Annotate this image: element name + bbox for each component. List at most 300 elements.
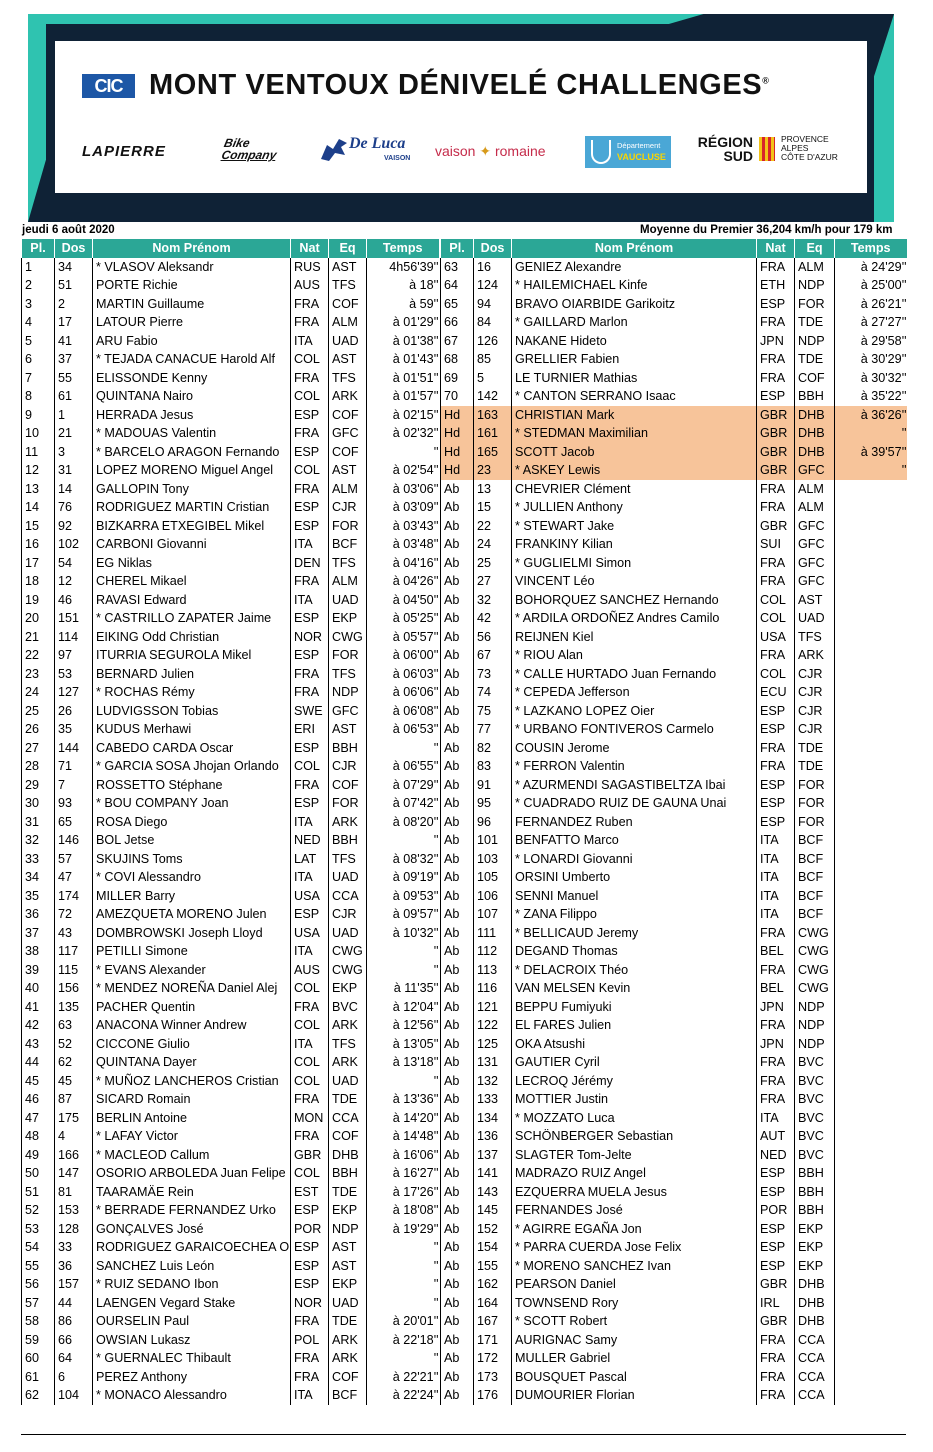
cell-bib: 126	[474, 332, 512, 351]
cell-nationality: FRA	[757, 1053, 795, 1072]
cell-bib: 173	[474, 1368, 512, 1387]
vaucluse-v-icon	[591, 140, 611, 164]
cic-logo	[82, 74, 135, 98]
cell-time: à 30'32''	[835, 369, 907, 388]
cell-bib: 133	[474, 1090, 512, 1109]
cell-bib: 116	[474, 979, 512, 998]
cell-team: BBH	[795, 1201, 835, 1220]
cell-place: 62	[22, 1386, 55, 1405]
cell-place: 56	[22, 1275, 55, 1294]
table-row	[22, 276, 439, 295]
cell-nationality: FRA	[757, 1090, 795, 1109]
table-row	[441, 813, 907, 832]
cell-time	[835, 480, 907, 499]
cell-place: Ab	[441, 498, 474, 517]
cell-place: Hd	[441, 406, 474, 425]
cell-team: TFS	[329, 554, 367, 573]
cell-place: 44	[22, 1053, 55, 1072]
cell-rider-name: * MORENO SANCHEZ Ivan	[512, 1257, 757, 1276]
cell-rider-name: EL FARES Julien	[512, 1016, 757, 1035]
cell-team: EKP	[795, 1238, 835, 1257]
cell-nationality: COL	[291, 461, 329, 480]
cell-rider-name: LAENGEN Vegard Stake	[93, 1294, 291, 1313]
deluca-sub-text: VAISON	[384, 155, 411, 162]
cell-nationality: ITA	[291, 942, 329, 961]
cell-rider-name: * CASTRILLO ZAPATER Jaime	[93, 609, 291, 628]
table-row	[22, 1386, 439, 1405]
cell-nationality: ESP	[291, 609, 329, 628]
cell-rider-name: COUSIN Jerome	[512, 739, 757, 758]
cell-team: DHB	[329, 1146, 367, 1165]
cell-team: NDP	[795, 332, 835, 351]
cell-time: à 39'57''	[835, 443, 907, 462]
cell-rider-name: * GAILLARD Marlon	[512, 313, 757, 332]
cell-place: 29	[22, 776, 55, 795]
cell-time: à 30'29''	[835, 350, 907, 369]
cell-time	[835, 961, 907, 980]
table-row	[441, 1331, 907, 1350]
cell-place: Ab	[441, 1349, 474, 1368]
cell-place: 64	[441, 276, 474, 295]
cell-bib: 17	[55, 313, 93, 332]
table-row	[22, 720, 439, 739]
cell-bib: 24	[474, 535, 512, 554]
cell-rider-name: * URBANO FONTIVEROS Carmelo	[512, 720, 757, 739]
table-row	[441, 1127, 907, 1146]
cell-place: Ab	[441, 1109, 474, 1128]
cell-place: 42	[22, 1016, 55, 1035]
cell-nationality: ESP	[291, 1257, 329, 1276]
cell-team: EKP	[329, 1275, 367, 1294]
table-row	[22, 905, 439, 924]
table-row	[441, 1312, 907, 1331]
cell-bib: 125	[474, 1035, 512, 1054]
cell-bib: 6	[55, 1368, 93, 1387]
cell-team: COF	[795, 369, 835, 388]
cell-nationality: ESP	[757, 1220, 795, 1239]
table-row	[22, 702, 439, 721]
cell-nationality: COL	[757, 609, 795, 628]
cell-rider-name: MULLER Gabriel	[512, 1349, 757, 1368]
table-row	[441, 258, 907, 277]
cell-rider-name: * MUÑOZ LANCHEROS Cristian	[93, 1072, 291, 1091]
cell-nationality: ESP	[757, 702, 795, 721]
cell-rider-name: RODRIGUEZ GARAICOECHEA O	[93, 1238, 291, 1257]
cell-bib: 161	[474, 424, 512, 443]
cell-nationality: ESP	[757, 1164, 795, 1183]
banner-teal-stripe-left	[28, 14, 46, 222]
table-row	[441, 554, 907, 573]
cell-time	[835, 609, 907, 628]
cell-team: FOR	[795, 813, 835, 832]
column-header-rider-name: Nom Prénom	[512, 239, 757, 258]
event-title	[149, 69, 769, 102]
cell-team: TFS	[329, 369, 367, 388]
table-row	[441, 831, 907, 850]
cell-place: Ab	[441, 739, 474, 758]
romaine-text: romaine	[494, 143, 546, 159]
cell-rider-name: LOPEZ MORENO Miguel Angel	[93, 461, 291, 480]
cell-rider-name: * MADOUAS Valentin	[93, 424, 291, 443]
cell-bib: 87	[55, 1090, 93, 1109]
cell-bib: 147	[55, 1164, 93, 1183]
cell-rider-name: * GUERNALEC Thibault	[93, 1349, 291, 1368]
table-row	[441, 1201, 907, 1220]
cell-time: à 04'26''	[367, 572, 439, 591]
cell-rider-name: * BERRADE FERNANDEZ Urko	[93, 1201, 291, 1220]
cell-time: ''	[367, 1294, 439, 1313]
cell-place: Ab	[441, 572, 474, 591]
cell-time: à 17'26''	[367, 1183, 439, 1202]
table-row	[441, 1109, 907, 1128]
cell-team: COF	[329, 1368, 367, 1387]
cell-rider-name: * CALLE HURTADO Juan Fernando	[512, 665, 757, 684]
cell-bib: 162	[474, 1275, 512, 1294]
header-logo-panel	[55, 41, 867, 193]
cell-time	[835, 1109, 907, 1128]
cell-team: TFS	[329, 665, 367, 684]
cell-time: à 16'27''	[367, 1164, 439, 1183]
cell-place: 4	[22, 313, 55, 332]
cell-time	[835, 535, 907, 554]
cell-team: GFC	[329, 424, 367, 443]
cell-team: UAD	[329, 1294, 367, 1313]
cell-place: 15	[22, 517, 55, 536]
cell-rider-name: DOMBROWSKI Joseph Lloyd	[93, 924, 291, 943]
cell-time: à 09'57''	[367, 905, 439, 924]
table-row	[22, 757, 439, 776]
cell-place: 11	[22, 443, 55, 462]
table-row	[441, 683, 907, 702]
cell-bib: 132	[474, 1072, 512, 1091]
cell-nationality: FRA	[291, 1090, 329, 1109]
departement-text: Département	[617, 141, 661, 150]
table-row	[441, 905, 907, 924]
cell-team: CWG	[795, 979, 835, 998]
cell-team: NDP	[329, 1220, 367, 1239]
table-row	[22, 369, 439, 388]
cell-rider-name: * COVI Alessandro	[93, 868, 291, 887]
cell-nationality: ESP	[757, 295, 795, 314]
table-row	[441, 313, 907, 332]
bottom-rule	[21, 1434, 906, 1435]
cell-nationality: ESP	[757, 776, 795, 795]
cell-nationality: ITA	[757, 887, 795, 906]
cell-time: à 10'32''	[367, 924, 439, 943]
cell-rider-name: * RIOU Alan	[512, 646, 757, 665]
table-row	[441, 609, 907, 628]
cell-rider-name: SLAGTER Tom-Jelte	[512, 1146, 757, 1165]
cell-rider-name: CARBONI Giovanni	[93, 535, 291, 554]
cell-time: ''	[835, 424, 907, 443]
table-row	[22, 998, 439, 1017]
cell-rider-name: PACHER Quentin	[93, 998, 291, 1017]
cell-bib: 35	[55, 720, 93, 739]
table-row	[441, 1275, 907, 1294]
cell-place: 13	[22, 480, 55, 499]
cell-team: BCF	[795, 887, 835, 906]
cell-place: Ab	[441, 905, 474, 924]
cell-team: FOR	[795, 776, 835, 795]
cell-nationality: ESP	[757, 813, 795, 832]
cell-place: Ab	[441, 1201, 474, 1220]
cell-time: à 04'16''	[367, 554, 439, 573]
cell-place: 51	[22, 1183, 55, 1202]
cell-place: 55	[22, 1257, 55, 1276]
cell-rider-name: SCHÖNBERGER Sebastian	[512, 1127, 757, 1146]
cell-place: Ab	[441, 720, 474, 739]
cell-team: BBH	[329, 739, 367, 758]
cell-time	[835, 683, 907, 702]
cell-team: GFC	[795, 517, 835, 536]
table-row	[441, 295, 907, 314]
table-row	[441, 646, 907, 665]
cell-nationality: GBR	[757, 443, 795, 462]
table-row	[22, 572, 439, 591]
cell-nationality: COL	[291, 757, 329, 776]
cell-rider-name: ROSA Diego	[93, 813, 291, 832]
cell-place: Ab	[441, 1386, 474, 1405]
cell-team: COF	[329, 295, 367, 314]
cell-team: TFS	[329, 1035, 367, 1054]
table-row	[441, 1072, 907, 1091]
cell-nationality: FRA	[757, 480, 795, 499]
table-row	[22, 535, 439, 554]
cell-nationality: FRA	[757, 924, 795, 943]
cell-place: Ab	[441, 831, 474, 850]
cell-time	[835, 1275, 907, 1294]
table-row	[441, 406, 907, 425]
cell-place: 70	[441, 387, 474, 406]
cell-rider-name: EG Niklas	[93, 554, 291, 573]
cell-rider-name: BRAVO OIARBIDE Garikoitz	[512, 295, 757, 314]
cell-nationality: NOR	[291, 628, 329, 647]
cell-place: 37	[22, 924, 55, 943]
cell-rider-name: * ROCHAS Rémy	[93, 683, 291, 702]
cell-rider-name: * SCOTT Robert	[512, 1312, 757, 1331]
cell-time: à 09'19''	[367, 868, 439, 887]
cell-nationality: GBR	[291, 1146, 329, 1165]
banner-teal-stripe-top	[28, 14, 894, 24]
cell-time	[835, 887, 907, 906]
cell-rider-name: * LAFAY Victor	[93, 1127, 291, 1146]
cell-place: Ab	[441, 702, 474, 721]
cell-place: Ab	[441, 868, 474, 887]
cell-bib: 4	[55, 1127, 93, 1146]
cell-team: GFC	[329, 702, 367, 721]
table-row	[441, 1386, 907, 1405]
cell-bib: 65	[55, 813, 93, 832]
cell-bib: 41	[55, 332, 93, 351]
table-row	[441, 979, 907, 998]
table-row	[22, 461, 439, 480]
cell-bib: 137	[474, 1146, 512, 1165]
cell-time: à 03'48''	[367, 535, 439, 554]
table-row	[22, 794, 439, 813]
cic-logo-text: CIC	[94, 76, 123, 96]
cell-nationality: SUI	[757, 535, 795, 554]
cell-team: BVC	[795, 1090, 835, 1109]
table-row	[441, 1090, 907, 1109]
cell-place: Ab	[441, 480, 474, 499]
cell-bib: 172	[474, 1349, 512, 1368]
cell-time	[835, 628, 907, 647]
table-row	[22, 628, 439, 647]
cell-bib: 95	[474, 794, 512, 813]
cell-nationality: USA	[757, 628, 795, 647]
cell-time: à 16'06''	[367, 1146, 439, 1165]
cell-team: NDP	[795, 1016, 835, 1035]
cell-bib: 54	[55, 554, 93, 573]
cell-nationality: GBR	[757, 517, 795, 536]
cell-nationality: ESP	[757, 387, 795, 406]
table-row	[441, 850, 907, 869]
cell-nationality: BEL	[757, 979, 795, 998]
cell-bib: 26	[55, 702, 93, 721]
results-table-left	[21, 239, 439, 1405]
cell-time: à 02'32''	[367, 424, 439, 443]
table-row	[22, 887, 439, 906]
cell-team: TDE	[795, 757, 835, 776]
cell-team: GFC	[795, 461, 835, 480]
table-row	[22, 1127, 439, 1146]
cell-place: 31	[22, 813, 55, 832]
cell-rider-name: RODRIGUEZ MARTIN Cristian	[93, 498, 291, 517]
cell-team: AST	[329, 258, 367, 277]
cell-time	[835, 998, 907, 1017]
table-row	[441, 1183, 907, 1202]
table-row	[22, 1331, 439, 1350]
cell-time	[835, 554, 907, 573]
cell-rider-name: SICARD Romain	[93, 1090, 291, 1109]
table-row	[441, 702, 907, 721]
cell-team: DHB	[795, 1294, 835, 1313]
cell-rider-name: SENNI Manuel	[512, 887, 757, 906]
cell-bib: 62	[55, 1053, 93, 1072]
cell-nationality: FRA	[291, 776, 329, 795]
cell-rider-name: OSORIO ARBOLEDA Juan Felipe	[93, 1164, 291, 1183]
cell-nationality: ESP	[757, 720, 795, 739]
cell-place: Ab	[441, 942, 474, 961]
cell-place: 14	[22, 498, 55, 517]
cell-time: à 06'03''	[367, 665, 439, 684]
table-row	[22, 295, 439, 314]
cell-nationality: GBR	[757, 1275, 795, 1294]
cell-rider-name: PETILLI Simone	[93, 942, 291, 961]
cell-nationality: ETH	[757, 276, 795, 295]
cell-place: 27	[22, 739, 55, 758]
cell-place: Ab	[441, 1294, 474, 1313]
cell-place: 53	[22, 1220, 55, 1239]
cell-team: FOR	[329, 517, 367, 536]
cell-bib: 84	[474, 313, 512, 332]
table-row	[22, 406, 439, 425]
table-row	[22, 1053, 439, 1072]
cell-place: Ab	[441, 1016, 474, 1035]
cell-bib: 7	[55, 776, 93, 795]
cell-bib: 13	[474, 480, 512, 499]
cell-nationality: FRA	[757, 1349, 795, 1368]
cell-bib: 166	[55, 1146, 93, 1165]
table-row	[22, 813, 439, 832]
cell-rider-name: CHEVRIER Clément	[512, 480, 757, 499]
cell-team: GFC	[795, 554, 835, 573]
cell-time: à 07'29''	[367, 776, 439, 795]
cell-bib: 81	[55, 1183, 93, 1202]
cell-nationality: FRA	[757, 757, 795, 776]
cell-time: à 18'08''	[367, 1201, 439, 1220]
cell-team: BVC	[795, 1053, 835, 1072]
cell-nationality: ERI	[291, 720, 329, 739]
cell-bib: 93	[55, 794, 93, 813]
cell-rider-name: VAN MELSEN Kevin	[512, 979, 757, 998]
cell-nationality: FRA	[757, 739, 795, 758]
cell-bib: 135	[55, 998, 93, 1017]
paca-text	[781, 135, 838, 162]
table-row	[22, 776, 439, 795]
cell-rider-name: * PARRA CUERDA Jose Felix	[512, 1238, 757, 1257]
cell-place: 58	[22, 1312, 55, 1331]
cell-place: 25	[22, 702, 55, 721]
cell-place: 66	[441, 313, 474, 332]
cell-time: à 01'51''	[367, 369, 439, 388]
cell-time: à 01'57''	[367, 387, 439, 406]
cell-nationality: ESP	[291, 739, 329, 758]
cell-nationality: ITA	[757, 905, 795, 924]
cell-time	[835, 1312, 907, 1331]
cell-rider-name: FERNANDES José	[512, 1201, 757, 1220]
cell-rider-name: BOUSQUET Pascal	[512, 1368, 757, 1387]
table-row	[22, 961, 439, 980]
cell-nationality: ESP	[291, 498, 329, 517]
cell-time	[835, 1349, 907, 1368]
column-header-place: Pl.	[22, 239, 55, 258]
cell-place: Ab	[441, 1127, 474, 1146]
table-row	[22, 683, 439, 702]
table-row	[441, 572, 907, 591]
cell-place: Ab	[441, 683, 474, 702]
cell-bib: 127	[55, 683, 93, 702]
cell-bib: 27	[474, 572, 512, 591]
cell-nationality: ESP	[291, 1201, 329, 1220]
cell-place: 34	[22, 868, 55, 887]
cell-nationality: GBR	[757, 424, 795, 443]
cell-bib: 12	[55, 572, 93, 591]
cell-place: 45	[22, 1072, 55, 1091]
cell-nationality: GBR	[757, 406, 795, 425]
cell-nationality: FRA	[291, 295, 329, 314]
cell-rider-name: * BARCELO ARAGON Fernando	[93, 443, 291, 462]
cell-nationality: ITA	[757, 850, 795, 869]
cell-time: ''	[367, 961, 439, 980]
table-row	[441, 998, 907, 1017]
cell-place: Ab	[441, 1035, 474, 1054]
cell-team: TFS	[329, 276, 367, 295]
cell-bib: 124	[474, 276, 512, 295]
cell-place: 60	[22, 1349, 55, 1368]
cell-time	[835, 665, 907, 684]
cell-team: ALM	[795, 480, 835, 499]
cell-team: BCF	[795, 850, 835, 869]
cell-bib: 96	[474, 813, 512, 832]
cell-nationality: ESP	[291, 517, 329, 536]
cell-rider-name: * VLASOV Aleksandr	[93, 258, 291, 277]
cell-place: 38	[22, 942, 55, 961]
cell-time	[835, 813, 907, 832]
cell-place: Hd	[441, 443, 474, 462]
cell-nationality: MON	[291, 1109, 329, 1128]
cell-nationality: FRA	[291, 683, 329, 702]
